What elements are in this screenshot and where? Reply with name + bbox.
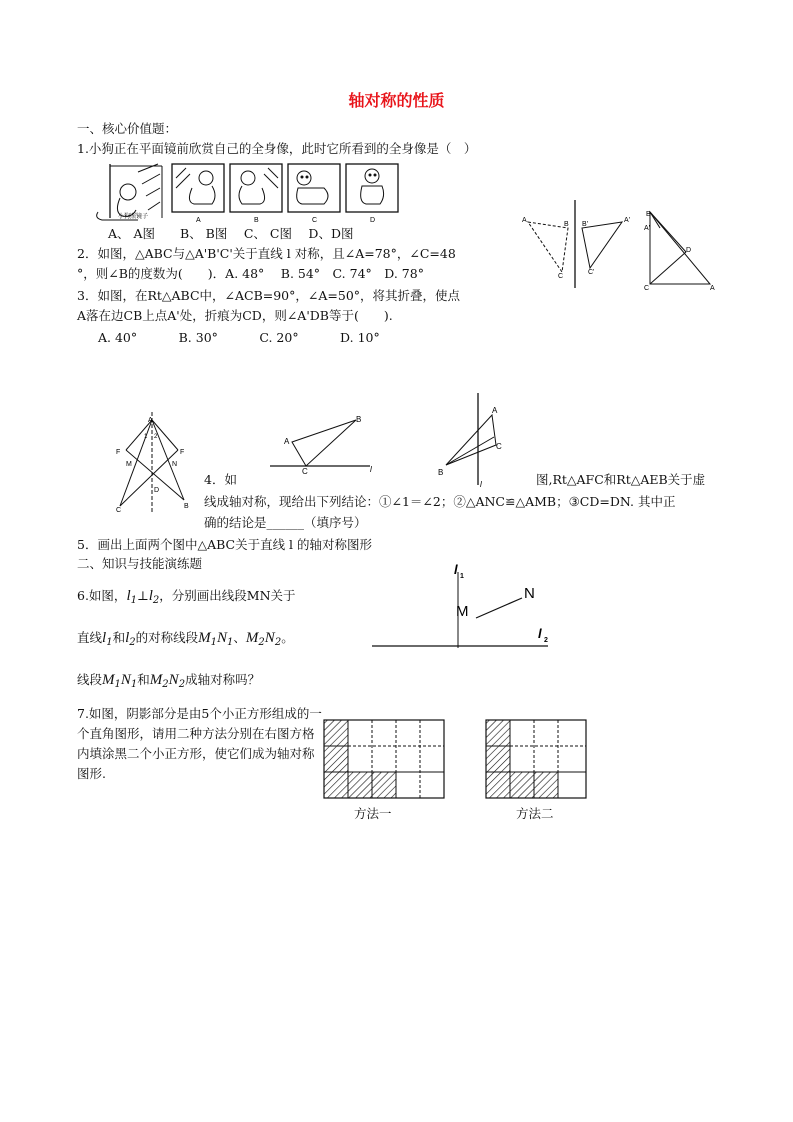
svg-text:B': B' [582, 221, 589, 228]
q3-fold-figure [640, 208, 720, 290]
svg-text:B: B [438, 468, 444, 477]
svg-text:C: C [302, 467, 308, 476]
question-2-line2: °，则∠B的度数为( )．A. 48° B. 54° C. 74° D. 78° [77, 266, 424, 281]
q2-symmetry-figure [520, 200, 630, 290]
q5-figure-1 [270, 412, 376, 476]
question-4-suffix: 图,Rt△AFC和Rt△AEB关于虚 [536, 472, 706, 487]
svg-text:F: F [116, 449, 121, 456]
label-N: N [524, 585, 535, 602]
svg-text:C: C [644, 285, 650, 292]
svg-text:A: A [148, 417, 153, 424]
mirror-picture [97, 164, 162, 220]
svg-text:C: C [558, 273, 564, 280]
question-7-text: 7.如图，阴影部分是由5个小正方形组成的一个直角图形，请用二种方法分别在右图方格内填涂黑二个小正方形，使它们成为轴对称图形. [77, 706, 322, 781]
svg-text:A: A [710, 285, 715, 292]
svg-text:2: 2 [544, 637, 548, 644]
svg-text:A: A [522, 217, 527, 224]
label-l1: l [454, 562, 458, 577]
svg-text:D: D [370, 217, 376, 224]
svg-text:B: B [564, 221, 569, 228]
q5-figure-2 [434, 393, 508, 487]
question-3-line2: A落在边CB上点A'处，折痕为CD，则∠A'DB等于( ). [77, 308, 393, 323]
svg-text:A': A' [624, 217, 631, 224]
svg-text:B: B [184, 503, 189, 510]
question-6-line2: 直线$l_1$和$l_2$的对称线段$M_1N_1$、$M_2N_2$。 [77, 630, 294, 648]
label-l2: l [538, 626, 542, 641]
option-a-image [172, 164, 224, 224]
svg-text:C: C [116, 507, 122, 514]
svg-text:A': A' [644, 225, 651, 232]
q4-symmetric-triangles-figure [112, 410, 196, 516]
svg-text:C': C' [588, 269, 595, 276]
question-1-options: A、 A图 B、 B图 C、 C图 D、D图 [108, 226, 354, 241]
svg-text:l: l [480, 480, 482, 489]
mirror-caption: 小狗照镜子 [118, 214, 149, 220]
question-3-options: A. 40° B. 30° C. 20° D. 10° [98, 330, 380, 345]
svg-text:B: B [646, 211, 651, 218]
question-6-line3: 线段$M_1N_1$和$M_2N_2$成轴对称吗？ [77, 672, 261, 690]
method-1-label: 方法一 [354, 806, 392, 821]
question-1-text: 1.小狗正在平面镜前欣赏自己的全身像，此时它所看到的全身像是（ ） [77, 141, 477, 156]
svg-text:B: B [356, 415, 362, 424]
grid-method-1[interactable] [324, 720, 444, 798]
svg-text:M: M [126, 461, 132, 468]
question-5-text: 5．画出上面两个图中△ABC关于直线 l 的轴对称图形 [77, 537, 373, 552]
page-title: 轴对称的性质 [348, 91, 445, 110]
question-4-line2: 线成轴对称，现给出下列结论：①∠1＝∠2；②△ANC≌△AMB；③CD=DN. 其中正 [204, 494, 676, 509]
section-heading-2: 二、知识与技能演练题 [77, 556, 203, 571]
q7-grids [322, 718, 622, 802]
svg-text:l: l [370, 465, 372, 474]
svg-text:2: 2 [154, 434, 158, 440]
method-2-label: 方法二 [516, 806, 554, 821]
svg-text:N: N [172, 461, 178, 468]
svg-text:A: A [492, 406, 498, 415]
svg-text:F: F [180, 449, 185, 456]
question-3-line1: 3．如图，在Rt△ABC中，∠ACB=90°，∠A=50°，将其折叠，使点 [77, 288, 461, 303]
svg-text:B: B [254, 217, 259, 224]
dog-mirror-images [92, 162, 402, 224]
svg-text:D: D [686, 247, 692, 254]
svg-text:C: C [496, 442, 502, 451]
q6-lines-figure [372, 558, 562, 650]
grid-method-2[interactable] [486, 720, 586, 798]
option-d-image [346, 164, 398, 224]
option-b-image [230, 164, 282, 224]
svg-text:A: A [284, 437, 290, 446]
label-M: M [456, 603, 469, 620]
svg-text:D: D [154, 487, 160, 494]
question-2-line1: 2．如图，△ABC与△A'B'C'关于直线 l 对称，且∠A=78°，∠C=48 [77, 246, 456, 261]
option-c-image [288, 164, 340, 224]
section-heading-1: 一、核心价值题： [77, 121, 178, 136]
question-4-prefix: 4．如 [204, 472, 237, 487]
question-4-line3: 确的结论是______（填序号） [204, 515, 367, 530]
question-6-line1: 6.如图，$l_1\perp l_2$，分别画出线段MN关于 [77, 588, 296, 606]
svg-text:1: 1 [144, 434, 148, 440]
svg-text:1: 1 [460, 573, 464, 580]
svg-text:C: C [312, 217, 318, 224]
svg-text:A: A [196, 217, 201, 224]
